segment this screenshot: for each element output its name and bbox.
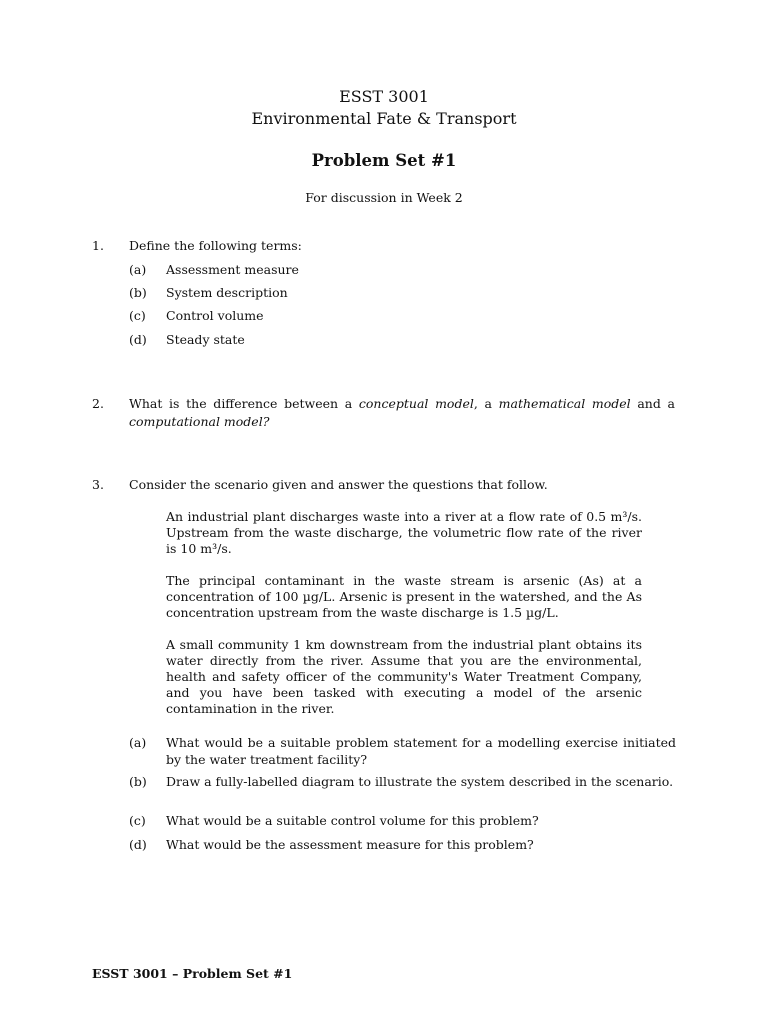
- question-number: 2.: [92, 396, 104, 411]
- sub-item-letter: (b): [129, 774, 147, 789]
- sub-item-text: Control volume: [166, 308, 264, 323]
- sub-item-text: What would be a suitable control volume for this problem?: [166, 813, 539, 828]
- term-mathematical-model: mathematical model: [498, 396, 631, 411]
- question-prompt: Define the following terms:: [129, 238, 302, 253]
- question-text: What is the difference between a: [129, 396, 359, 411]
- sub-item-text: Steady state: [166, 332, 245, 347]
- scenario-paragraph: The principal contaminant in the waste stream is arsenic (As) at a concentration of 100 µg/L. Arsenic is present in the watershed, and the As concentration upstream from the waste discharge is 1.5 µg/L.: [166, 573, 642, 620]
- scenario-paragraph: An industrial plant discharges waste into a river at a flow rate of 0.5 m³/s. Upstream from the waste discharge, the volumetric flow rate of the river is 10 m³/s.: [166, 509, 642, 556]
- term-computational-model: computational model?: [129, 414, 270, 429]
- question-prompt: [129, 395, 675, 431]
- sub-item-letter: (a): [129, 735, 147, 750]
- question-text: and a: [630, 396, 675, 411]
- term-conceptual-model: conceptual model: [358, 396, 474, 411]
- course-code: ESST 3001: [339, 87, 429, 106]
- page-footer: ESST 3001 – Problem Set #1: [92, 966, 293, 981]
- discussion-note: For discussion in Week 2: [305, 190, 463, 205]
- sub-item-letter: (d): [129, 837, 147, 852]
- problem-set-title: Problem Set #1: [311, 151, 457, 170]
- course-title: Environmental Fate & Transport: [251, 109, 517, 128]
- question-number: 3.: [92, 477, 104, 492]
- sub-item-text: Assessment measure: [166, 262, 299, 277]
- question-number: 1.: [92, 238, 104, 253]
- sub-item-letter: (d): [129, 332, 147, 347]
- scenario-paragraph: A small community 1 km downstream from the industrial plant obtains its water directly from the river. Assume that you are the environmental, health and safety officer of the community's Water Treatment Company, and you have been tasked with executing a model of the arsenic contamination in the river.: [166, 637, 642, 716]
- sub-item-text: System description: [166, 285, 288, 300]
- sub-item-letter: (a): [129, 262, 147, 277]
- sub-item-text: What would be a suitable problem statement for a modelling exercise initiated by the water treatment facility?: [166, 735, 676, 767]
- sub-item-text: What would be the assessment measure for this problem?: [166, 837, 534, 852]
- question-text: , a: [473, 396, 499, 411]
- sub-item-letter: (c): [129, 308, 146, 323]
- sub-item-letter: (c): [129, 813, 146, 828]
- sub-item-letter: (b): [129, 285, 147, 300]
- sub-item-text: Draw a fully-labelled diagram to illustrate the system described in the scenario.: [166, 774, 674, 789]
- question-prompt: Consider the scenario given and answer the questions that follow.: [129, 477, 548, 492]
